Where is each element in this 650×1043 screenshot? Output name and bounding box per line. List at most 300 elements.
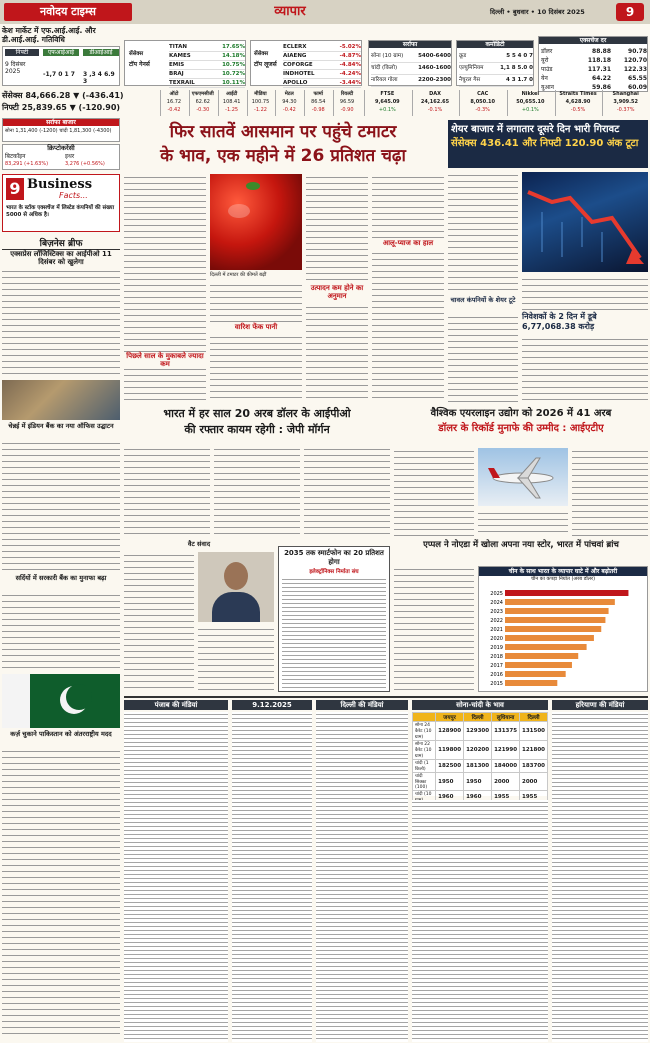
sector-cell <box>333 90 360 116</box>
sensex-col-1-b <box>448 314 518 402</box>
currency-name: येन <box>541 75 548 82</box>
sector-name: ऑटो <box>169 91 179 97</box>
sector-cell <box>160 90 187 116</box>
gainers-value: 10.72% <box>222 71 245 77</box>
commodity-panel <box>456 40 534 86</box>
commodity-name: नैचुरल गैस <box>459 77 481 83</box>
sona-cell: 129300 <box>464 722 492 741</box>
currency-name: युआन <box>541 84 554 91</box>
mandi-sona-title: सोना-चांदी के भाव <box>412 700 548 710</box>
chart-category-label: 2022 <box>490 618 503 624</box>
smartphone-sub: इलेक्ट्रॉनिक्स निर्माता संघ <box>309 569 359 575</box>
masthead-bar <box>0 0 650 24</box>
sona-row <box>413 741 548 760</box>
chart-category-label: 2020 <box>490 636 503 642</box>
sensex-headline-line-1: शेयर बाजार में लगातार दूसरे दिन भारी गिरावट <box>451 124 620 135</box>
chart-bar <box>505 617 605 623</box>
sona-cell: 119800 <box>436 741 464 760</box>
falling-arrow-icon <box>522 172 648 272</box>
sona-header-cell: दिल्ली <box>464 713 492 722</box>
global-index-name: FTSE <box>380 91 395 97</box>
mandi-date: 9.12.2025 <box>232 700 312 710</box>
currency-title: एक्सचेंज दर <box>539 37 647 44</box>
chart-category-label: 2021 <box>490 627 503 633</box>
gainers-name: KAMES <box>169 53 191 59</box>
chart-category-label: 2023 <box>490 609 503 615</box>
main-headline-line-1: फिर सातवें आसमान पर पहुंचे टमाटर <box>169 122 397 142</box>
top-losers-list <box>283 43 361 88</box>
global-index-change: -0.37% <box>616 107 635 113</box>
mandi-punjab-body <box>124 712 228 1042</box>
global-index-name: CAC <box>477 91 489 97</box>
tomato-sub-1: आलू-प्याज का हाल <box>382 239 434 247</box>
gainers-name: EMIS <box>169 62 185 68</box>
chart-bar <box>505 608 609 614</box>
mandi-section <box>124 696 648 1042</box>
crypto-name-1: बिटकॉइन <box>5 153 26 160</box>
ipo-headline-line-2: की रफ्तार कायम रहेगी : जेपी मॉर्गन <box>184 423 330 436</box>
global-strip <box>364 90 648 116</box>
currency-name: डॉलर <box>541 48 553 55</box>
losers-value: -4.84% <box>339 62 361 68</box>
top-losers-panel <box>250 40 362 86</box>
sona-header-row <box>413 713 548 722</box>
sector-name: आईटी <box>225 91 238 97</box>
commodity-row <box>459 51 533 63</box>
smartphone-box <box>278 546 390 692</box>
sona-row <box>413 722 548 741</box>
chart-category-label: 2017 <box>490 663 503 669</box>
chart-bar <box>505 644 587 650</box>
gainers-name: TITAN <box>169 44 187 50</box>
ipo-headline <box>124 406 390 446</box>
sector-value: 62.62 <box>195 99 210 105</box>
sona-table-wrap <box>412 712 548 800</box>
global-index-cell <box>555 90 601 116</box>
chart-bar <box>505 626 601 632</box>
tomato-sub-3: वारिश फेंक पानी <box>234 323 278 331</box>
sona-cell: 1950 <box>464 773 492 791</box>
smartphone-body <box>282 577 386 689</box>
losers-row <box>283 61 361 70</box>
chart-bar <box>505 599 615 605</box>
sensex-col-2-b <box>522 336 648 402</box>
bullion-value: 2200-2300 <box>418 77 451 83</box>
global-index-name: Shanghai <box>612 91 639 97</box>
global-index-value: 9,645.09 <box>374 99 400 105</box>
sector-cell <box>247 90 274 116</box>
mandi-delhi-body <box>316 712 408 1042</box>
bullion-panel <box>368 40 452 86</box>
facts-title: Business <box>27 177 93 192</box>
sona-cell: 131375 <box>492 722 520 741</box>
gainers-row <box>169 70 245 79</box>
bullion-value: 5400-6400 <box>418 53 451 59</box>
top-losers-label: टॉप लूजर्स <box>254 61 277 68</box>
sector-value: 108.41 <box>222 99 241 105</box>
losers-value: -4.87% <box>339 53 361 59</box>
commodity-name: एल्युमिनियम <box>459 65 484 71</box>
global-index-value: 3,909.52 <box>613 99 639 105</box>
trade-chart-host <box>478 566 648 692</box>
chart-category-label: 2019 <box>490 645 503 651</box>
sona-cell: चांदी सिक्का (100) <box>413 773 436 791</box>
currency-rows <box>541 47 647 92</box>
index-strip <box>2 90 158 116</box>
bullion-name: चांदी (किलो) <box>371 65 398 71</box>
bullion-name: सोना (10 ग्राम) <box>371 53 404 59</box>
losers-row <box>283 79 361 88</box>
sector-cell <box>304 90 331 116</box>
top-losers-heading: सेंसेक्स <box>254 51 269 57</box>
currency-sell: 65.55 <box>628 75 647 82</box>
sector-strip <box>160 90 360 116</box>
crypto-val-2: 3,276 (+0.56%) <box>65 161 105 167</box>
tomato-sub-4: पिछले साल के मुकाबले ज्यादा कम <box>124 352 206 368</box>
mandi-punjab-title: पंजाब की मंडियां <box>124 700 228 710</box>
global-index-value: 24,162.65 <box>420 99 450 105</box>
sector-change: -0.42 <box>282 107 296 113</box>
section-title: व्यापार <box>274 4 306 19</box>
currency-buy: 59.86 <box>592 84 611 91</box>
bank-photo <box>2 380 120 420</box>
gainers-name: BRAJ <box>169 71 184 77</box>
brief-item-3-body <box>2 592 120 670</box>
gainers-value: 17.65% <box>222 44 245 50</box>
chart-bar <box>505 680 557 686</box>
facts-body: भारत के स्टॉक एक्सचेंज में लिस्टेड कंपनियों की संख्या 5000 से अधिक है। <box>6 205 115 218</box>
gainers-value: 10.75% <box>222 62 245 68</box>
tomato-col-4-b <box>372 250 444 402</box>
sensex-col-2 <box>522 276 648 310</box>
aviation-photo <box>478 448 568 506</box>
sector-name: मेटल <box>284 91 294 97</box>
sensex-sub-1: निवेशकों के 2 दिन में डूबे 6,77,068.38 करोड़ <box>522 312 597 331</box>
sona-row <box>413 760 548 773</box>
sector-name: फार्मा <box>313 91 323 97</box>
chart-bar <box>505 671 566 677</box>
commodity-row <box>459 75 533 87</box>
losers-row <box>283 43 361 52</box>
tomato-col-2-a <box>210 282 302 322</box>
top-gainers-label: टॉप गेनर्स <box>129 61 150 68</box>
commodity-row <box>459 63 533 75</box>
sector-value: 16.72 <box>166 99 182 105</box>
global-index-cell <box>459 90 505 116</box>
edition-date: दिल्ली • बुधवार • 10 दिसंबर 2025 <box>490 8 585 16</box>
sensex-headline <box>448 120 648 168</box>
facts-number-icon: 9 <box>6 178 24 200</box>
sona-cell: सोना 22 कैरेट (10 ग्राम) <box>413 741 436 760</box>
flag-crescent-cutout <box>66 684 92 710</box>
masthead-logo: नवोदय टाइम्स <box>4 3 132 21</box>
global-index-cell <box>602 90 648 116</box>
losers-name: AIAENG <box>283 53 307 59</box>
global-index-value: 4,628.90 <box>565 99 591 105</box>
currency-row <box>541 65 647 74</box>
global-index-change: -0.1% <box>427 107 443 113</box>
mandi-sona-body <box>412 800 548 1042</box>
currency-sell: 90.78 <box>628 48 647 55</box>
losers-name: INDHOTEL <box>283 71 315 77</box>
losers-name: APOLLO <box>283 80 308 86</box>
sector-name: मीडिया <box>254 91 267 97</box>
currency-sell: 122.33 <box>623 66 647 73</box>
ipo-col-3 <box>304 446 390 534</box>
brief-item-1-body <box>2 268 120 376</box>
chart-bar <box>505 635 594 641</box>
brief-title: बिज़नेस ब्रीफ <box>2 236 120 250</box>
sona-cell: 2000 <box>520 773 548 791</box>
currency-row <box>541 74 647 83</box>
sector-change: -0.30 <box>196 107 210 113</box>
sector-cell <box>189 90 216 116</box>
chart-category-label: 2024 <box>490 600 503 606</box>
gainers-value: 14.18% <box>222 53 245 59</box>
sona-cell: 1955 <box>492 791 520 804</box>
global-index-cell <box>364 90 410 116</box>
sona-cell: 121990 <box>492 741 520 760</box>
tomato-shine <box>228 204 250 218</box>
sector-value: 94.30 <box>282 99 297 105</box>
tomato-leaf-icon <box>246 182 260 190</box>
person-body <box>212 592 260 622</box>
losers-name: COFORGE <box>283 62 313 68</box>
sona-cell: 121800 <box>520 741 548 760</box>
sector-change: -1.22 <box>254 107 267 113</box>
gainers-row <box>169 43 245 52</box>
commodity-rows <box>459 51 533 87</box>
chart-bar <box>505 662 572 668</box>
sona-cell: 184000 <box>492 760 520 773</box>
sona-header-cell: लुधियाना <box>492 713 520 722</box>
currency-name: यूरो <box>541 57 549 64</box>
page-number: 9 <box>616 3 644 21</box>
sona-header-cell <box>413 713 436 722</box>
fii-tab-fii: एफआईआई <box>43 49 79 56</box>
mandi-delhi-title: दिल्ली की मंडियां <box>316 700 408 710</box>
global-index-change: +0.1% <box>378 107 396 113</box>
sector-value: 100.75 <box>251 99 270 105</box>
sidebar-col-1 <box>124 552 194 692</box>
crypto-val-1: 83,291 (+1.63%) <box>5 161 49 167</box>
top-gainers-panel <box>124 40 246 86</box>
global-index-change: -0.3% <box>475 107 490 113</box>
global-index-change: -0.5% <box>570 107 586 113</box>
gainers-name: TEXRAIL <box>169 80 195 86</box>
sensex-sub-2: चावल कंपनियों के शेयर टूटे <box>450 296 516 304</box>
business-facts-box <box>2 174 120 232</box>
tomato-col-3-a <box>306 174 368 282</box>
sona-cell: 182500 <box>436 760 464 773</box>
main-headline-line-2: के भाव, एक महीने में 26 प्रतिशत चढ़ा <box>160 146 406 166</box>
commodity-value: 4 3 1.7 0 <box>506 77 533 83</box>
losers-name: ECLERX <box>283 44 307 50</box>
currency-sell: 120.70 <box>623 57 647 64</box>
sona-cell: 1955 <box>520 791 548 804</box>
sector-cell <box>275 90 302 116</box>
aviation-headline-line-1: वैश्विक एयरलाइन उद्योग को 2026 में 41 अरब <box>430 408 612 419</box>
crypto-title: क्रिप्टोकरेंसी <box>47 144 75 152</box>
currency-buy: 64.22 <box>592 75 611 82</box>
chart-category-label: 2025 <box>490 591 503 597</box>
bullion-rows <box>371 51 451 87</box>
fii-tab-dii: डीआईआई <box>83 49 119 56</box>
sector-cell <box>218 90 245 116</box>
commodity-value: 1,1 8 5.0 0 <box>500 65 533 71</box>
currency-row <box>541 47 647 56</box>
flag-white-band <box>2 674 30 728</box>
tomato-photo <box>210 174 302 270</box>
fii-value: -1,7 0 1 7 <box>43 71 75 78</box>
sector-name: एफएमसीजी <box>191 91 214 97</box>
apple-col-1 <box>394 566 474 692</box>
person-photo <box>198 552 274 622</box>
sona-cell: 128900 <box>436 722 464 741</box>
gainers-row <box>169 79 245 88</box>
global-index-name: DAX <box>429 91 441 97</box>
fii-headline: केश मार्केट में एफ.आई.आई. और डी.आई.आई. गतिविधि <box>2 26 96 44</box>
sona-cell: सोना 24 कैरेट (10 ग्राम) <box>413 722 436 741</box>
brief-item-3-title: सर्दियों में सरकारी बैंक का मुनाफा बढ़ा <box>15 574 107 582</box>
losers-value: -5.02% <box>339 44 361 50</box>
chart-category-label: 2018 <box>490 654 503 660</box>
gold-box <box>2 118 120 142</box>
bullion-name: नारियल गोला <box>371 77 398 83</box>
chart-bar <box>505 653 578 659</box>
currency-sell: 60.09 <box>628 84 647 91</box>
mandi-date-body <box>232 712 312 1042</box>
bullion-title: सर्राफा <box>369 41 451 48</box>
currency-buy: 88.88 <box>592 48 611 55</box>
nifty-index: निफ्टी 25,839.65 ▼ (-120.90) <box>2 103 121 112</box>
sector-value: 86.54 <box>311 99 326 105</box>
mandi-haryana-title: हरियाणा की मंडियां <box>552 700 648 710</box>
losers-value: -3.44% <box>339 80 361 86</box>
gainers-value: 10.11% <box>222 80 245 86</box>
sona-cell: चांदी (1 किलो) <box>413 760 436 773</box>
sector-change: -0.98 <box>311 107 325 113</box>
global-index-name: Straits Times <box>559 91 597 97</box>
global-index-change: +0.1% <box>521 107 539 113</box>
aviation-col-1 <box>394 448 474 536</box>
aviation-headline <box>394 406 648 446</box>
currency-buy: 117.31 <box>587 66 611 73</box>
chart-title: चीन का कपड़ा निर्यात (अरब डॉलर) <box>530 576 596 582</box>
top-gainers-list <box>169 43 245 88</box>
sector-name: रियल्टी <box>340 91 354 97</box>
sona-cell: 183700 <box>520 760 548 773</box>
global-index-cell <box>507 90 553 116</box>
sona-cell: 1950 <box>436 773 464 791</box>
bullion-row <box>371 63 451 75</box>
aviation-col-3 <box>572 448 648 536</box>
ipo-headline-line-1: भारत में हर साल 20 अरब डॉलर के आईपीओ <box>163 407 351 420</box>
fii-panel <box>2 46 120 86</box>
sensex-index: सेंसेक्स 84,666.28 ▼ (-436.41) <box>2 91 124 100</box>
sector-change: -1.25 <box>225 107 239 113</box>
main-headline <box>124 120 442 170</box>
crypto-box <box>2 144 120 170</box>
airplane-icon <box>478 448 568 506</box>
crypto-name-2: इथर <box>65 153 75 160</box>
sensex-headline-line-2: सेंसेक्स 436.41 और निफ्टी 120.90 अंक टूटा <box>451 138 639 149</box>
sona-header-cell: जयपुर <box>436 713 464 722</box>
currency-panel <box>538 36 648 92</box>
sona-header-cell: दिल्ली <box>520 713 548 722</box>
sona-cell: 181300 <box>464 760 492 773</box>
sona-cell: 1960 <box>464 791 492 804</box>
gainers-row <box>169 61 245 70</box>
bullion-row <box>371 51 451 63</box>
sidebar-quote-title: वैट संवाद <box>187 540 211 548</box>
person-head <box>224 562 248 590</box>
brief-item-4-body <box>2 748 120 1038</box>
currency-row <box>541 56 647 65</box>
sona-cell: 2000 <box>492 773 520 791</box>
apple-headline: एप्पल ने नोएडा में खोला अपना नया स्टोर, भारत में पांचवां ब्रांच <box>423 540 619 550</box>
sector-change: -0.90 <box>340 107 354 113</box>
fii-date: 9 दिसंबर 2025 <box>5 61 26 75</box>
mandi-haryana-body <box>552 712 648 1042</box>
chart-category-label: 2015 <box>490 681 503 687</box>
sona-cell: चांदी (10 <box>413 791 436 804</box>
tomato-col-4-a <box>372 174 444 238</box>
sona-cell: 1960 <box>436 791 464 804</box>
commodity-title: कमोडिटी <box>457 41 533 48</box>
sona-cell: 120200 <box>464 741 492 760</box>
brief-item-4-title: कर्ज़ चुकाने पाकिस्तान को अंतरराष्ट्रीय मदद <box>10 730 112 738</box>
sona-row <box>413 773 548 791</box>
brief-item-2-title: चेन्नई में इंडियन बैंक का नया ऑफिस उद्घाटन <box>8 422 114 430</box>
brief-item-1-title: एक्सप्रेस लॉजिस्टिक्स का आईपीओ 11 दिसंबर को खुलेगा <box>10 250 112 266</box>
chart-category-label: 2016 <box>490 672 503 678</box>
ipo-col-1 <box>124 446 210 534</box>
losers-row <box>283 52 361 61</box>
sector-value: 96.59 <box>339 99 355 105</box>
bullion-value: 1460-1600 <box>418 65 451 71</box>
global-index-cell <box>412 90 458 116</box>
global-index-value: 50,655.10 <box>516 99 545 105</box>
commodity-name: क्रूड <box>459 53 467 59</box>
bullion-row <box>371 75 451 87</box>
tomato-sub-2: उत्पादन कम होने का अनुमान <box>310 284 364 300</box>
smartphone-headline: 2035 तक स्मार्टफोन का 20 प्रतिशत होगा <box>284 549 384 566</box>
tomato-col-3-b <box>306 304 368 402</box>
commodity-value: 5 5 4 0 7 <box>506 53 533 59</box>
fii-tab-nifty: निफ्टी <box>5 49 39 56</box>
dii-value: 3 ,3 4 6.9 3 <box>83 71 115 85</box>
losers-value: -4.24% <box>339 71 361 77</box>
brief-item-2-body <box>2 440 120 570</box>
losers-row <box>283 70 361 79</box>
gold-box-line: सोना 1,31,400 (-1200) चांदी 1,81,300 (-4300) <box>5 128 112 134</box>
gold-box-title: सर्राफा बाजार <box>3 119 119 126</box>
currency-name: पाउंड <box>541 66 553 73</box>
sensex-col-1-a <box>448 172 518 292</box>
global-index-name: Nikkei <box>521 91 540 97</box>
ipo-col-2 <box>214 446 300 534</box>
tomato-col-2-b <box>210 334 302 402</box>
gainers-row <box>169 52 245 61</box>
chart-bar <box>505 590 628 596</box>
facts-subtitle: Facts... <box>59 191 88 200</box>
chart-headline: चीन के साथ भारत के व्यापार घाटे में और बढ़ोतरी <box>479 567 647 576</box>
global-index-value: 8,050.10 <box>470 99 496 105</box>
tomato-caption: दिल्ली में टमाटर की कीमतें बढ़ीं <box>210 272 267 278</box>
left-column <box>2 118 120 1042</box>
currency-buy: 118.18 <box>587 57 611 64</box>
